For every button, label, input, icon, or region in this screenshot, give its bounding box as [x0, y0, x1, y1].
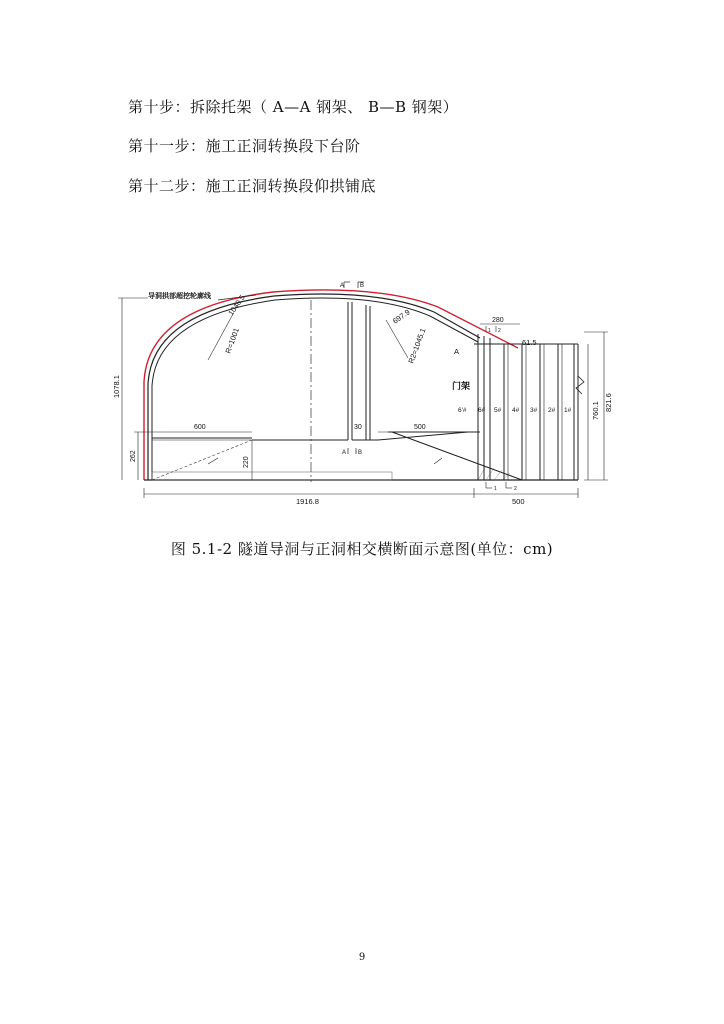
dim-262: 262 — [130, 450, 137, 462]
dim-821-6: 821.6 — [604, 393, 613, 412]
section-1-bottom-label: 1 — [494, 486, 497, 492]
section-a-top-label: A — [340, 283, 345, 289]
section-b-top-label: B — [360, 283, 365, 289]
dim-1916-8: 1916.8 — [296, 497, 319, 506]
point-a-label: A — [454, 347, 460, 356]
arch-lining-inner — [152, 298, 478, 480]
step-11: 第十一步：施工正洞转换段下台阶 — [128, 137, 361, 155]
step-10: 第十步：拆除托架（ A—A 钢架、 B—B 钢架） — [128, 98, 459, 116]
frame-label-1: 1# — [564, 407, 572, 414]
dim-280: 280 — [492, 317, 504, 324]
page-number: 9 — [358, 952, 366, 963]
section-b-bottom-label: B — [358, 450, 363, 456]
figure-caption: 图 5.1-2 隧道导洞与正洞相交横断面示意图(单位：cm) — [170, 540, 554, 558]
arch-contour-label: 导洞拱部超挖轮廓线 — [148, 293, 211, 300]
frame-label-4: 4# — [512, 407, 520, 414]
section-2-top-label: 2 — [498, 328, 501, 334]
section-1-top-label: 1 — [488, 328, 491, 334]
frame-label-2: 2# — [548, 407, 556, 414]
dim-220: 220 — [243, 456, 250, 468]
section-2-bottom-label: 2 — [514, 486, 517, 492]
radius-right-r-label: R2=1045.1 — [406, 326, 428, 365]
dim-500-bottom: 500 — [512, 497, 525, 506]
radius-right-label: 697.9 — [390, 307, 412, 326]
dim-760-1: 760.1 — [591, 401, 600, 420]
radius-left-r-label: R=1001 — [223, 326, 241, 355]
frame-label-5: 5# — [494, 407, 502, 414]
frame-label-6prime: 6'# — [458, 407, 467, 414]
tunnel-cross-section-figure — [108, 272, 620, 508]
frame-label-3: 3# — [530, 407, 538, 414]
dim-1078-1: 1078.1 — [112, 375, 121, 398]
dim-61-5: 61.5 — [522, 338, 537, 347]
radius-leader-right — [386, 320, 408, 358]
step-12: 第十二步：施工正洞转换段仰拱铺底 — [128, 177, 377, 195]
frame-label-6: 6# — [478, 407, 486, 414]
dim-30: 30 — [354, 424, 362, 431]
dim-600: 600 — [194, 424, 206, 431]
dim-500-top: 500 — [414, 424, 426, 431]
cross-section-drawing — [108, 272, 620, 508]
section-a-bottom-label: A — [342, 450, 347, 456]
radius-left-label: 1040.5 — [226, 293, 247, 318]
gantry-label: 门架 — [452, 381, 471, 391]
